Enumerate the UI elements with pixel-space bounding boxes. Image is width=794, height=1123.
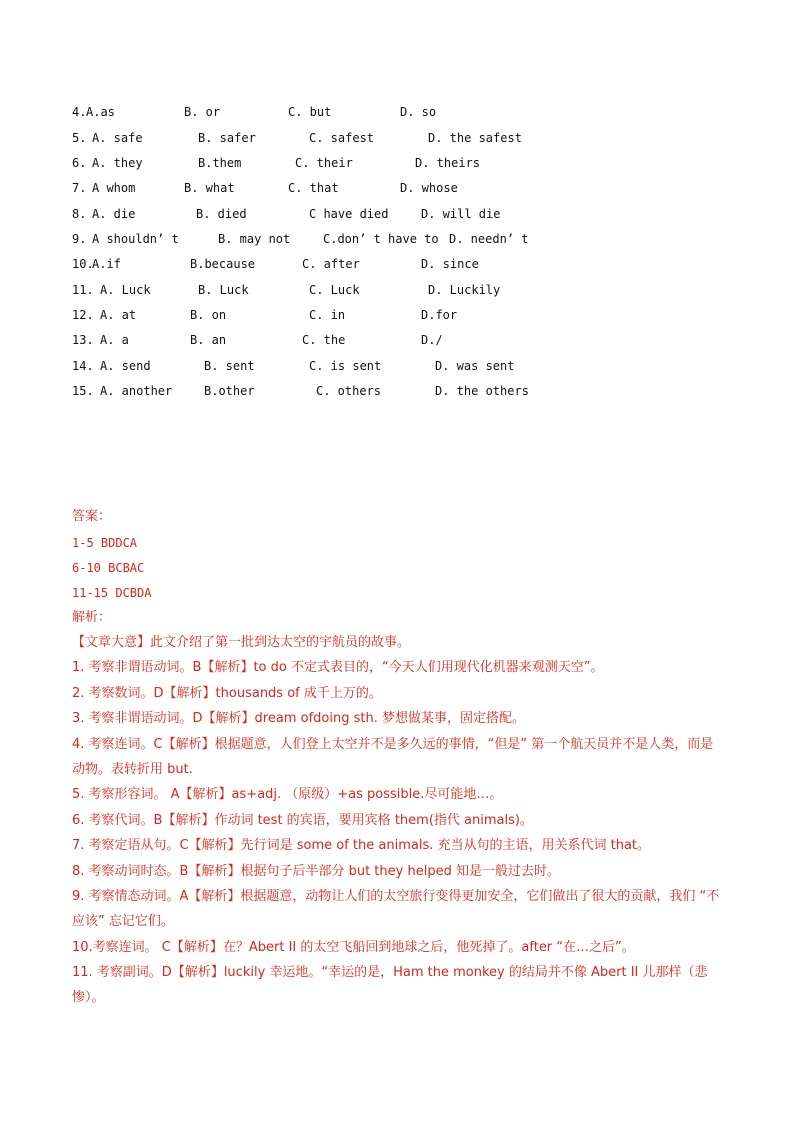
option-b: B. died — [196, 207, 247, 221]
option-c: C. Luck — [309, 283, 360, 297]
option-c: C. others — [316, 384, 382, 398]
question-number: 10. — [72, 257, 94, 271]
question-number: 11. — [72, 283, 94, 297]
question-number: 14. — [72, 359, 94, 373]
option-b: B. may not — [218, 232, 291, 246]
option-d: D. was sent — [435, 359, 515, 373]
option-a: A. a — [100, 333, 129, 347]
explanation-item-3: 3. 考察非谓语动词。D【解析】dream ofdoing sth. 梦想做某事，固定搭配。 — [72, 711, 525, 726]
option-d: D.for — [421, 308, 458, 322]
explanation-summary: 【文章大意】此文介绍了第一批到达太空的宇航员的故事。 — [72, 635, 411, 650]
option-d: D. the others — [435, 384, 529, 398]
option-c: C. after — [302, 257, 360, 271]
option-a: A. they — [92, 156, 143, 170]
option-b: B. what — [184, 181, 235, 195]
option-a: A. at — [100, 308, 137, 322]
question-number: 13. — [72, 333, 94, 347]
option-b: B.because — [190, 257, 256, 271]
option-b: B.other — [204, 384, 255, 398]
option-d: D. the safest — [428, 131, 522, 145]
option-row-11 — [72, 281, 501, 299]
option-row-8 — [72, 205, 501, 223]
option-c: C.don’ t have to — [323, 232, 439, 246]
option-row-9 — [72, 230, 529, 248]
explanation-label: 解析： — [72, 610, 112, 625]
option-d: D. needn’ t — [449, 232, 529, 246]
option-row-13 — [72, 331, 443, 349]
option-a: A.if — [92, 257, 121, 271]
explanation-item-5: 5. 考察形容词。 A【解析】as+adj. （原级）+as possible.尽可能地…。 — [72, 787, 503, 802]
explanation-item-2: 2. 考察数词。D【解析】thousands of 成千上万的。 — [72, 686, 382, 701]
option-c: C. but — [288, 105, 332, 119]
answer-line: 6-10 BCBAC — [72, 561, 145, 575]
option-d: D. theirs — [415, 156, 481, 170]
explanation-item-6: 6. 考察代词。B【解析】作动词 test 的宾语，要用宾格 them(指代 animals)。 — [72, 813, 533, 828]
explanation-item-10: 10.考察连词。 C【解析】在？Abert II 的太空飞船回到地球之后，他死掉了。after “在…之后”。 — [72, 940, 635, 955]
option-a: A. Luck — [100, 283, 151, 297]
explanation-item-8: 8. 考察动词时态。B【解析】根据句子后半部分 but they helped 知是一般过去时。 — [72, 864, 560, 879]
option-a: A. another — [100, 384, 173, 398]
option-c: C. safest — [309, 131, 375, 145]
option-row-5 — [72, 129, 522, 147]
option-row-10 — [72, 255, 479, 273]
answer-line: 11-15 DCBDA — [72, 586, 152, 600]
question-number: 9. — [72, 232, 87, 246]
option-b: B. Luck — [198, 283, 249, 297]
question-number: 15. — [72, 384, 94, 398]
option-a: A.as — [86, 105, 115, 119]
option-b: B. sent — [204, 359, 255, 373]
option-row-7 — [72, 179, 458, 197]
option-a: A whom — [92, 181, 136, 195]
option-b: B. or — [184, 105, 221, 119]
option-a: A. safe — [92, 131, 143, 145]
option-c: C. the — [302, 333, 346, 347]
option-c: C. their — [295, 156, 353, 170]
explanation-item-4: 4. 考察连词。C【解析】根据题意，人们登上太空并不是多久远的事情，“但是” 第一个航天员并不是人类，而是动物。表转折用 but. — [72, 737, 714, 777]
option-d: D. will die — [421, 207, 501, 221]
option-d: D. Luckily — [428, 283, 501, 297]
explanation-item-1: 1. 考察非谓语动词。B【解析】to do 不定式表目的，“今天人们用现代化机器来观测天空”。 — [72, 660, 604, 675]
option-c: C have died — [309, 207, 389, 221]
option-d: D. so — [400, 105, 437, 119]
option-d: D./ — [421, 333, 443, 347]
question-number: 8. — [72, 207, 87, 221]
question-number: 7. — [72, 181, 87, 195]
option-a: A shouldn’ t — [92, 232, 179, 246]
option-row-6 — [72, 154, 481, 172]
option-a: A. send — [100, 359, 151, 373]
option-b: B. an — [190, 333, 227, 347]
option-c: C. that — [288, 181, 339, 195]
answer-line: 1-5 BDDCA — [72, 536, 138, 550]
question-number: 12. — [72, 308, 94, 322]
option-c: C. is sent — [309, 359, 382, 373]
option-row-15 — [72, 382, 529, 400]
option-d: D. whose — [400, 181, 458, 195]
option-b: B.them — [198, 156, 242, 170]
explanation-item-9: 9. 考察情态动词。A【解析】根据题意，动物让人们的太空旅行变得更加安全，它们做出了很大的贡献，我们 “不应该” 忘记它们。 — [72, 889, 720, 929]
option-row-4 — [72, 103, 437, 121]
option-row-14 — [72, 357, 515, 375]
option-a: A. die — [92, 207, 136, 221]
question-number: 6. — [72, 156, 87, 170]
option-b: B. safer — [198, 131, 256, 145]
question-number: 5. — [72, 131, 87, 145]
option-c: C. in — [309, 308, 346, 322]
option-d: D. since — [421, 257, 479, 271]
explanation-item-7: 7. 考察定语从句。C【解析】先行词是 some of the animals. 充当从句的主语，用关系代词 that。 — [72, 838, 651, 853]
option-row-12 — [72, 306, 458, 324]
explanation-item-11: 11. 考察副词。D【解析】luckily 幸运地。“幸运的是，Ham the monkey 的结局并不像 Abert II 儿那样（悲惨）。 — [72, 965, 708, 1005]
answers-label: 答案： — [72, 509, 112, 524]
option-b: B. on — [190, 308, 227, 322]
question-number: 4. — [72, 105, 87, 119]
